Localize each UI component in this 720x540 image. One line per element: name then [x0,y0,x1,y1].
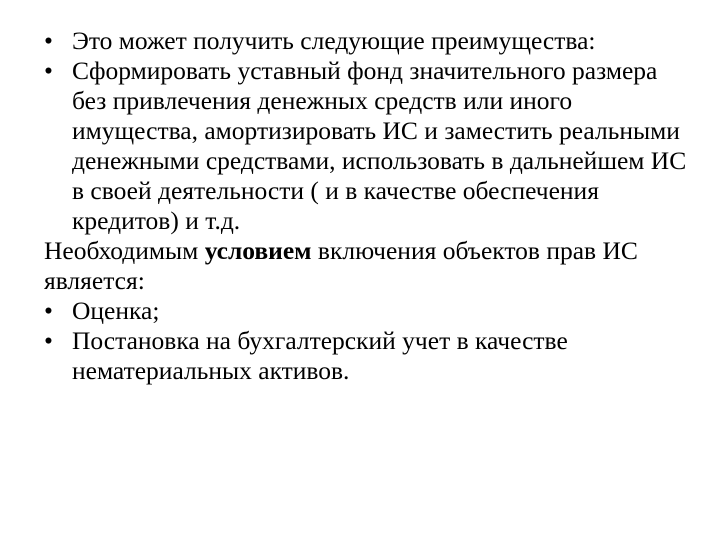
paragraph-text-after: включения объектов прав ИС является: [44,236,638,295]
bullet-item [44,326,690,386]
bullet-icon: • [44,26,53,55]
bullet-icon: • [44,326,53,355]
bullet-text: Оценка; [72,296,160,325]
slide-text [44,26,690,386]
bullet-text: Это может получить следующие преимущества: [72,26,596,55]
bullet-item [44,26,690,56]
condition-paragraph [44,236,690,296]
bullet-item [44,56,690,236]
paragraph-text-before: Необходимым [44,236,205,265]
bullet-icon: • [44,56,53,85]
paragraph-bold-term: условием [204,236,312,265]
bullet-text: Постановка на бухгалтерский учет в качестве нематериальных активов. [72,326,568,385]
bullet-text: Сформировать уставный фонд значительного размера без привлечения денежных средств или иного имущества, амортизировать ИС и заместить реальными денежными средствами, использовать в дальнейшем ИС в своей деятельности ( и в качестве обеспечения кредитов) и т.д. [72,56,687,235]
bullet-icon: • [44,296,53,325]
bullet-item [44,296,690,326]
